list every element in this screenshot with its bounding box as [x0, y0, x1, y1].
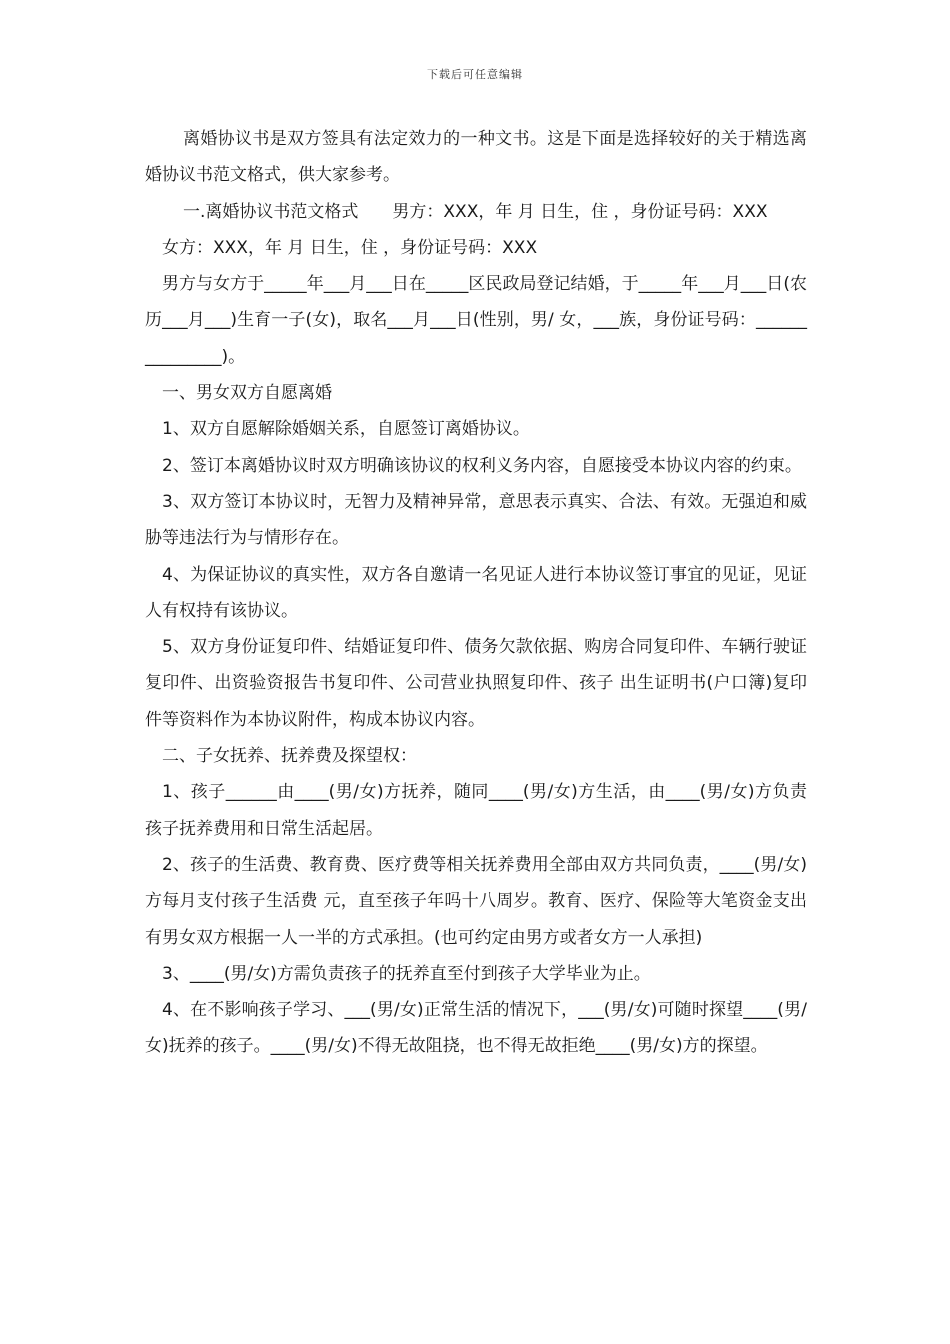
clause-1-3: 3、双方签订本协议时，无智力及精神异常，意思表示真实、合法、有效。无强迫和威胁等违法行为与情形存在。 [145, 491, 807, 549]
document-body [145, 121, 807, 1065]
paragraph-female: 女方：XXX，年 月 日生，住 ，身份证号码：XXX [162, 237, 538, 258]
page-header-note: 下载后可任意编辑 [427, 68, 523, 81]
paragraph-format-male: 一.离婚协议书范文格式 男方：XXX，年 月 日生，住 ，身份证号码：XXX [183, 201, 768, 222]
clause-2-2: 2、孩子的生活费、教育费、医疗费等相关抚养费用全部由双方共同负责，____(男/女)方每月支付孩子生活费 元，直至孩子年吗十八周岁。教育、医疗、保险等大笔资金支出有男女双方根据一人一半的方式承担。(也可约定由男方或者女方一人承担) [145, 854, 807, 948]
clause-2-3: 3、____(男/女)方需负责孩子的抚养直至付到孩子大学毕业为止。 [162, 963, 651, 984]
clause-2-4: 4、在不影响孩子学习、___(男/女)正常生活的情况下，___(男/女)可随时探望____(男/女)抚养的孩子。____(男/女)不得无故阻挠，也不得无故拒绝____(男/女)方的探望。 [145, 1000, 807, 1057]
paragraph-intro: 离婚协议书是双方签具有法定效力的一种文书。这是下面是选择较好的关于精选离婚协议书范文格式，供大家参考。 [145, 129, 807, 186]
clause-1-1: 1、双方自愿解除婚姻关系，自愿签订离婚协议。 [162, 419, 530, 440]
clause-1-2: 2、签订本离婚协议时双方明确该协议的权利义务内容，自愿接受本协议内容的约束。 [162, 455, 802, 476]
clause-1-5: 5、双方身份证复印件、结婚证复印件、债务欠款依据、购房合同复印件、车辆行驶证复印件、出资验资报告书复印件、公司营业执照复印件、孩子 出生证明书(户口簿)复印件等资料作为本协议附件，构成本协议内容。 [145, 637, 807, 730]
section-heading-child-custody: 二、子女抚养、抚养费及探望权： [162, 746, 417, 767]
section-heading-voluntary-divorce: 一、男女双方自愿离婚 [162, 383, 332, 404]
clause-2-1: 1、孩子______由____(男/女)方抚养，随同____(男/女)方生活，由____(男/女)方负责孩子抚养费用和日常生活起居。 [145, 782, 807, 839]
clause-1-4: 4、为保证协议的真实性，双方各自邀请一名见证人进行本协议签订事宜的见证，见证人有权持有该协议。 [145, 564, 807, 621]
paragraph-marriage-registration: 男方与女方于_____年___月___日在_____区民政局登记结婚，于_____年___月___日(农历___月___)生育一子(女)，取名___月___日(性别，男/ 女，___族，身份证号码：_______________)。 [145, 274, 807, 367]
